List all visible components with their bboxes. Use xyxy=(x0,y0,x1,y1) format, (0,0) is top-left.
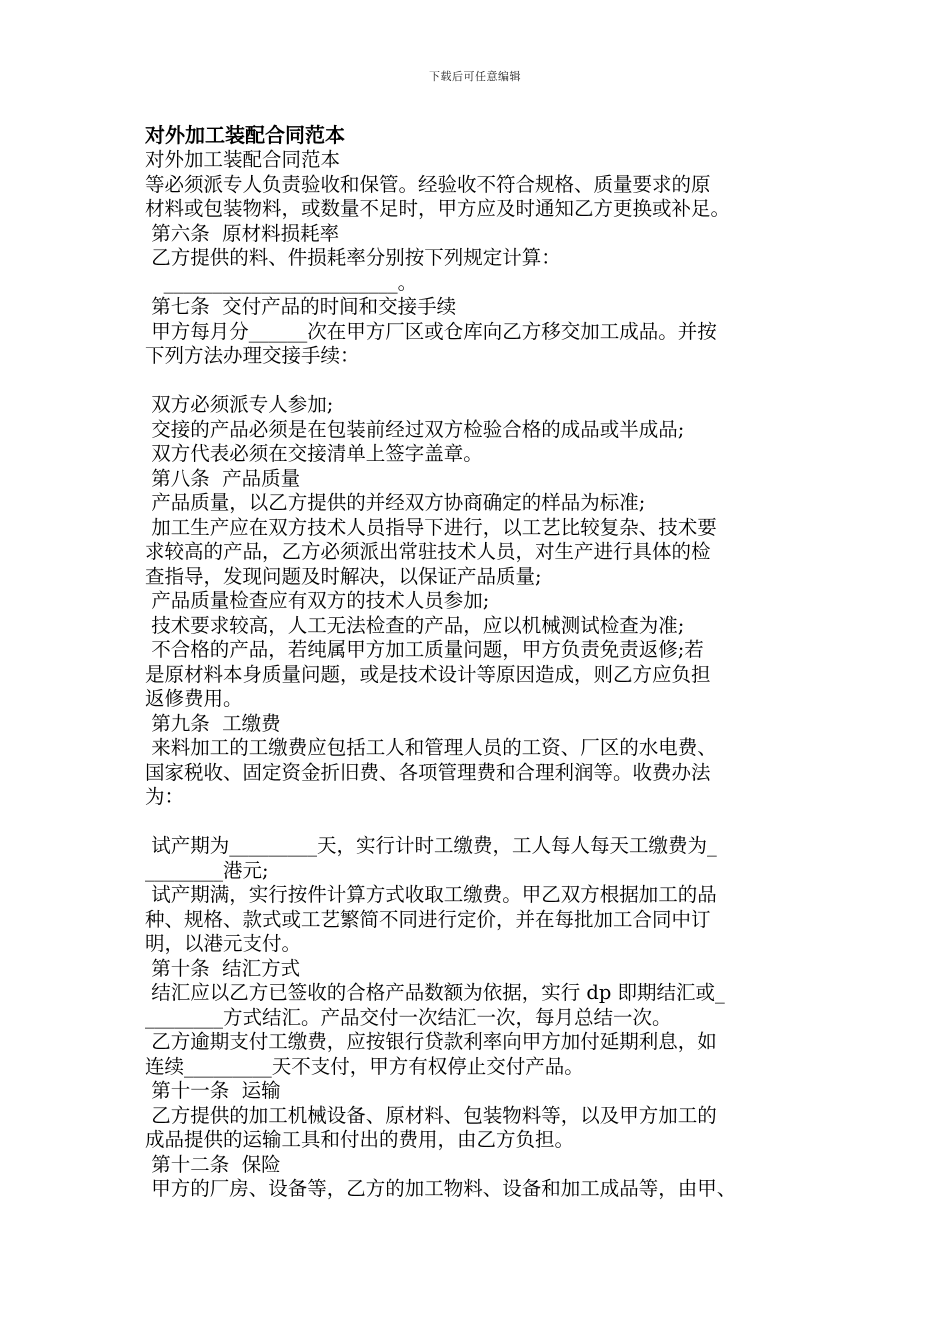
text-line: ________________________。 xyxy=(145,270,418,294)
text-line: 乙方逾期支付工缴费，应按银行贷款利率向甲方加付延期利息，如 xyxy=(145,1030,717,1053)
section-heading-8: 第八条 产品质量 xyxy=(145,466,301,490)
section-heading-11: 第十一条 运输 xyxy=(145,1079,281,1102)
text-line: 结汇应以乙方已签收的合格产品数额为依据，实行 dp 即期结汇或_ xyxy=(145,981,725,1004)
text-line: 查指导，发现问题及时解决，以保证产品质量; xyxy=(145,564,542,588)
text-line: 明，以港元支付。 xyxy=(145,932,302,955)
text-line: 等必须派专人负责验收和保管。经验收不符合规格、质量要求的原 xyxy=(145,172,711,196)
text-line: 甲方每月分______次在甲方厂区或仓库向乙方移交加工成品。并按 xyxy=(145,319,717,343)
text-line: 不合格的产品，若纯属甲方加工质量问题，甲方负责免责返修;若 xyxy=(145,638,704,661)
text-line: ________方式结汇。产品交付一次结汇一次，每月总结一次。 xyxy=(145,1005,672,1029)
text-line: 连续_________天不支付，甲方有权停止交付产品。 xyxy=(145,1054,584,1078)
text-line: 双方代表必须在交接清单上签字盖章。 xyxy=(145,442,483,465)
text-line: 乙方提供的加工机械设备、原材料、包装物料等，以及甲方加工的 xyxy=(145,1103,717,1127)
text-line: 试产期为_________天，实行计时工缴费，工人每人每天工缴费为_ xyxy=(145,834,717,857)
document-body xyxy=(145,122,810,1202)
text-line: 双方必须派专人参加; xyxy=(145,393,334,416)
text-line: 产品质量，以乙方提供的并经双方协商确定的样品为标准; xyxy=(145,491,646,514)
text-line: 为： xyxy=(145,785,185,808)
text-line: 成品提供的运输工具和付出的费用，由乙方负担。 xyxy=(145,1128,575,1151)
text-line: 返修费用。 xyxy=(145,687,243,710)
text-line: 乙方提供的料、件损耗率分别按下列规定计算： xyxy=(145,246,561,269)
text-line: 求较高的产品，乙方必须派出常驻技术人员，对生产进行具体的检 xyxy=(145,540,711,563)
page-header-note: 下载后可任意编辑 xyxy=(429,70,521,83)
text-line: ________港元; xyxy=(145,858,269,882)
text-line: 材料或包装物料，或数量不足时，甲方应及时通知乙方更换或补足。 xyxy=(145,197,731,220)
text-line: 种、规格、款式或工艺繁简不同进行定价，并在每批加工合同中订 xyxy=(145,907,711,931)
text-line: 产品质量检查应有双方的技术人员参加; xyxy=(145,589,490,612)
text-line: 国家税收、固定资金折旧费、各项管理费和合理利润等。收费办法 xyxy=(145,760,711,784)
blank-line xyxy=(145,369,810,394)
text-line: 加工生产应在双方技术人员指导下进行，以工艺比较复杂、技术要 xyxy=(145,515,717,539)
text-line: 交接的产品必须是在包装前经过双方检验合格的成品或半成品; xyxy=(145,417,685,441)
document-title: 对外加工装配合同范本 xyxy=(145,123,345,147)
text-line: 甲方的厂房、设备等，乙方的加工物料、设备和加工成品等，由甲、 xyxy=(145,1177,737,1200)
text-line: 下列方法办理交接手续： xyxy=(145,344,360,367)
section-heading-12: 第十二条 保险 xyxy=(145,1152,281,1176)
text-line: 是原材料本身质量问题，或是技术设计等原因造成，则乙方应负担 xyxy=(145,662,711,686)
text-line: 对外加工装配合同范本 xyxy=(145,148,341,171)
text-line: 试产期满，实行按件计算方式收取工缴费。甲乙双方根据加工的品 xyxy=(145,883,717,906)
text-line: 来料加工的工缴费应包括工人和管理人员的工资、厂区的水电费、 xyxy=(145,736,717,759)
section-heading-10: 第十条 结汇方式 xyxy=(145,956,301,980)
text-line: 技术要求较高，人工无法检查的产品，应以机械测试检查为准; xyxy=(145,613,685,637)
section-heading-6: 第六条 原材料损耗率 xyxy=(145,221,340,245)
section-heading-7: 第七条 交付产品的时间和交接手续 xyxy=(145,295,457,318)
section-heading-9: 第九条 工缴费 xyxy=(145,711,281,735)
blank-line xyxy=(145,810,810,835)
